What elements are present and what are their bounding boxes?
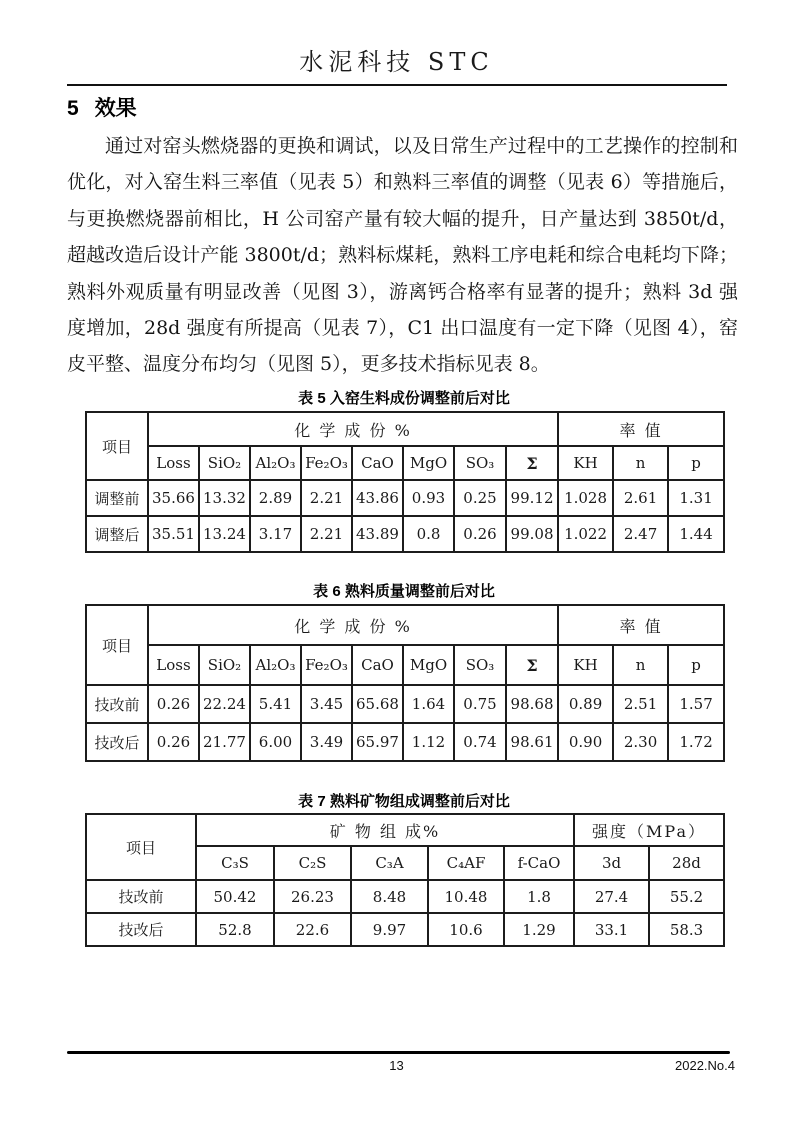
footer-rule (67, 1051, 730, 1054)
cell: 0.25 (454, 480, 506, 516)
col-header: KH (558, 446, 613, 480)
table-row (86, 880, 724, 913)
cell: 5.41 (250, 685, 301, 723)
cell: 98.61 (506, 723, 558, 761)
cell: 27.4 (574, 880, 649, 913)
cell: 1.57 (668, 685, 724, 723)
table-7 (85, 813, 725, 947)
col-header: Fe₂O₃ (301, 446, 352, 480)
page-number: 13 (389, 1058, 404, 1073)
table-row (86, 516, 724, 552)
cell: 10.6 (428, 913, 504, 946)
col-header: n (613, 645, 668, 685)
col-header: C₂S (274, 846, 351, 880)
col-header: p (668, 645, 724, 685)
col-group-mineral: 矿 物 组 成% (196, 814, 574, 846)
col-header: SO₃ (454, 446, 506, 480)
cell: 1.72 (668, 723, 724, 761)
col-header: f-CaO (504, 846, 574, 880)
col-header: SiO₂ (199, 446, 250, 480)
col-header-item: 项目 (86, 412, 148, 480)
cell: 0.89 (558, 685, 613, 723)
section-title: 效果 (94, 97, 137, 120)
cell: 1.8 (504, 880, 574, 913)
cell: 22.24 (199, 685, 250, 723)
cell: 22.6 (274, 913, 351, 946)
cell: 8.48 (351, 880, 428, 913)
cell: 50.42 (196, 880, 274, 913)
col-header-sum: Σ (506, 645, 558, 685)
table-row (86, 685, 724, 723)
col-header: MgO (403, 446, 454, 480)
cell: 55.2 (649, 880, 724, 913)
cell: 1.29 (504, 913, 574, 946)
cell: 0.93 (403, 480, 454, 516)
cell: 65.68 (352, 685, 403, 723)
cell: 0.75 (454, 685, 506, 723)
cell: 26.23 (274, 880, 351, 913)
cell: 21.77 (199, 723, 250, 761)
col-group-chemical: 化 学 成 份 % (148, 412, 558, 446)
cell: 9.97 (351, 913, 428, 946)
row-label: 技改前 (86, 685, 148, 723)
col-header: Fe₂O₃ (301, 645, 352, 685)
col-header: p (668, 446, 724, 480)
cell: 35.66 (148, 480, 199, 516)
cell: 65.97 (352, 723, 403, 761)
col-header: C₃S (196, 846, 274, 880)
row-label: 调整后 (86, 516, 148, 552)
cell: 35.51 (148, 516, 199, 552)
cell: 1.022 (558, 516, 613, 552)
table-5 (85, 411, 725, 553)
table-row (86, 913, 724, 946)
table-row (86, 480, 724, 516)
cell: 2.61 (613, 480, 668, 516)
section-number: 5 (67, 97, 79, 120)
cell: 10.48 (428, 880, 504, 913)
cell: 2.51 (613, 685, 668, 723)
cell: 0.26 (148, 685, 199, 723)
cell: 2.30 (613, 723, 668, 761)
table-6 (85, 604, 725, 762)
col-header-sum: Σ (506, 446, 558, 480)
col-header: CaO (352, 645, 403, 685)
table5-title: 表 5 入窑生料成份调整前后对比 (298, 390, 510, 407)
row-label: 技改后 (86, 913, 196, 946)
col-header: CaO (352, 446, 403, 480)
col-header: C₄AF (428, 846, 504, 880)
header-rule (67, 84, 727, 86)
cell: 13.24 (199, 516, 250, 552)
cell: 3.45 (301, 685, 352, 723)
section-heading (67, 92, 137, 122)
col-group-chemical: 化 学 成 份 % (148, 605, 558, 645)
cell: 2.21 (301, 516, 352, 552)
cell: 1.028 (558, 480, 613, 516)
col-header: MgO (403, 645, 454, 685)
col-header-item: 项目 (86, 605, 148, 685)
table-row (86, 723, 724, 761)
col-header: C₃A (351, 846, 428, 880)
col-header: Al₂O₃ (250, 446, 301, 480)
cell: 1.64 (403, 685, 454, 723)
col-header: n (613, 446, 668, 480)
cell: 99.12 (506, 480, 558, 516)
cell: 0.26 (454, 516, 506, 552)
cell: 1.31 (668, 480, 724, 516)
cell: 43.89 (352, 516, 403, 552)
cell: 52.8 (196, 913, 274, 946)
cell: 1.44 (668, 516, 724, 552)
row-label: 调整前 (86, 480, 148, 516)
cell: 0.8 (403, 516, 454, 552)
col-header: KH (558, 645, 613, 685)
col-group-strength: 强度（MPa） (574, 814, 724, 846)
table7-title: 表 7 熟料矿物组成调整前后对比 (298, 793, 510, 810)
col-header: SO₃ (454, 645, 506, 685)
cell: 0.90 (558, 723, 613, 761)
col-header: 3d (574, 846, 649, 880)
cell: 3.17 (250, 516, 301, 552)
cell: 0.26 (148, 723, 199, 761)
cell: 3.49 (301, 723, 352, 761)
row-label: 技改后 (86, 723, 148, 761)
cell: 1.12 (403, 723, 454, 761)
table6-title: 表 6 熟料质量调整前后对比 (313, 583, 495, 600)
col-header: Loss (148, 645, 199, 685)
cell: 33.1 (574, 913, 649, 946)
col-header: SiO₂ (199, 645, 250, 685)
cell: 58.3 (649, 913, 724, 946)
row-label: 技改前 (86, 880, 196, 913)
issue-number: 2022.No.4 (675, 1058, 735, 1073)
cell: 6.00 (250, 723, 301, 761)
cell: 43.86 (352, 480, 403, 516)
col-header: Loss (148, 446, 199, 480)
col-group-ratio: 率 值 (558, 605, 724, 645)
cell: 13.32 (199, 480, 250, 516)
col-header-item: 项目 (86, 814, 196, 880)
body-paragraph: 通过对窑头燃烧器的更换和调试，以及日常生产过程中的工艺操作的控制和优化，对入窑生料三率值（见表 5）和熟料三率值的调整（见表 6）等措施后，与更换燃烧器前相比，H 公司窑产量有较大幅的提升，日产量达到 3850t/d，超越改造后设计产能 3800t/d；熟料标煤耗，熟料工序电耗和综合电耗均下降；熟料外观质量有明显改善（见图 3），游离钙合格率有显著的提升；熟料 3d 强度增加，28d 强度有所提高（见表 7），C1 出口温度有一定下降（见图 4），窑皮平整、温度分布均匀（见图 5），更多技术指标见表 8。 (67, 135, 738, 376)
cell: 2.21 (301, 480, 352, 516)
cell: 2.47 (613, 516, 668, 552)
cell: 98.68 (506, 685, 558, 723)
col-header: Al₂O₃ (250, 645, 301, 685)
journal-title: 水泥科技 STC (299, 48, 494, 76)
cell: 0.74 (454, 723, 506, 761)
col-group-ratio: 率 值 (558, 412, 724, 446)
cell: 2.89 (250, 480, 301, 516)
cell: 99.08 (506, 516, 558, 552)
col-header: 28d (649, 846, 724, 880)
